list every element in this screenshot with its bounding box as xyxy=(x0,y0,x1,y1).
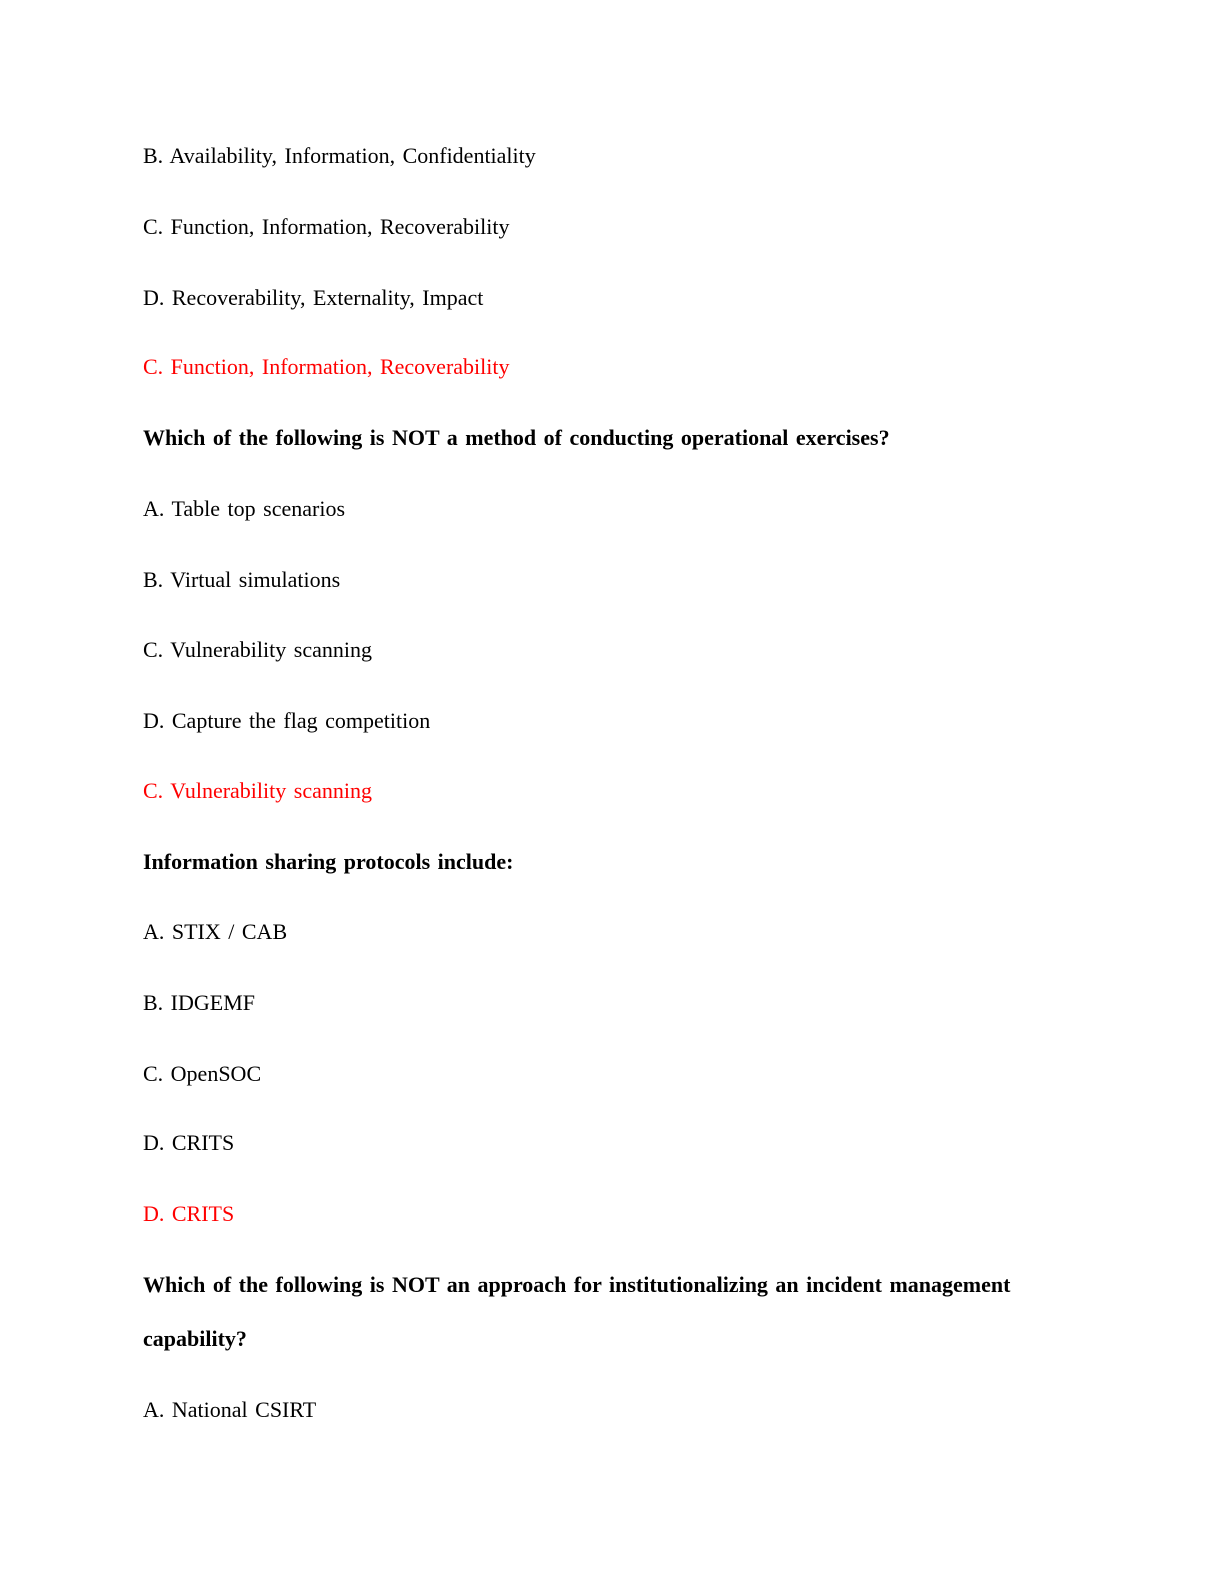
question-text: Information sharing protocols include: xyxy=(143,849,514,874)
option-b: B. Availability, Information, Confidentiality xyxy=(143,143,536,168)
option-d: D. Recoverability, Externality, Impact xyxy=(143,285,484,310)
question-text: Which of the following is NOT a method of conducting operational exercises? xyxy=(143,425,890,450)
option-a: A. STIX / CAB xyxy=(143,919,288,944)
option-a: A. National CSIRT xyxy=(143,1397,317,1422)
question-text: Which of the following is NOT an approach for institutionalizing an incident management xyxy=(143,1272,1011,1297)
option-b: B. IDGEMF xyxy=(143,990,256,1015)
option-a: A. Table top scenarios xyxy=(143,496,346,521)
correct-answer: D. CRITS xyxy=(143,1201,235,1226)
correct-answer: C. Vulnerability scanning xyxy=(143,778,372,803)
correct-answer: C. Function, Information, Recoverability xyxy=(143,354,510,379)
option-c: C. Function, Information, Recoverability xyxy=(143,214,510,239)
option-d: D. CRITS xyxy=(143,1130,235,1155)
option-c: C. Vulnerability scanning xyxy=(143,637,372,662)
question-text-continued: capability? xyxy=(143,1326,247,1351)
option-d: D. Capture the flag competition xyxy=(143,708,431,733)
option-b: B. Virtual simulations xyxy=(143,567,341,592)
option-c: C. OpenSOC xyxy=(143,1061,262,1086)
